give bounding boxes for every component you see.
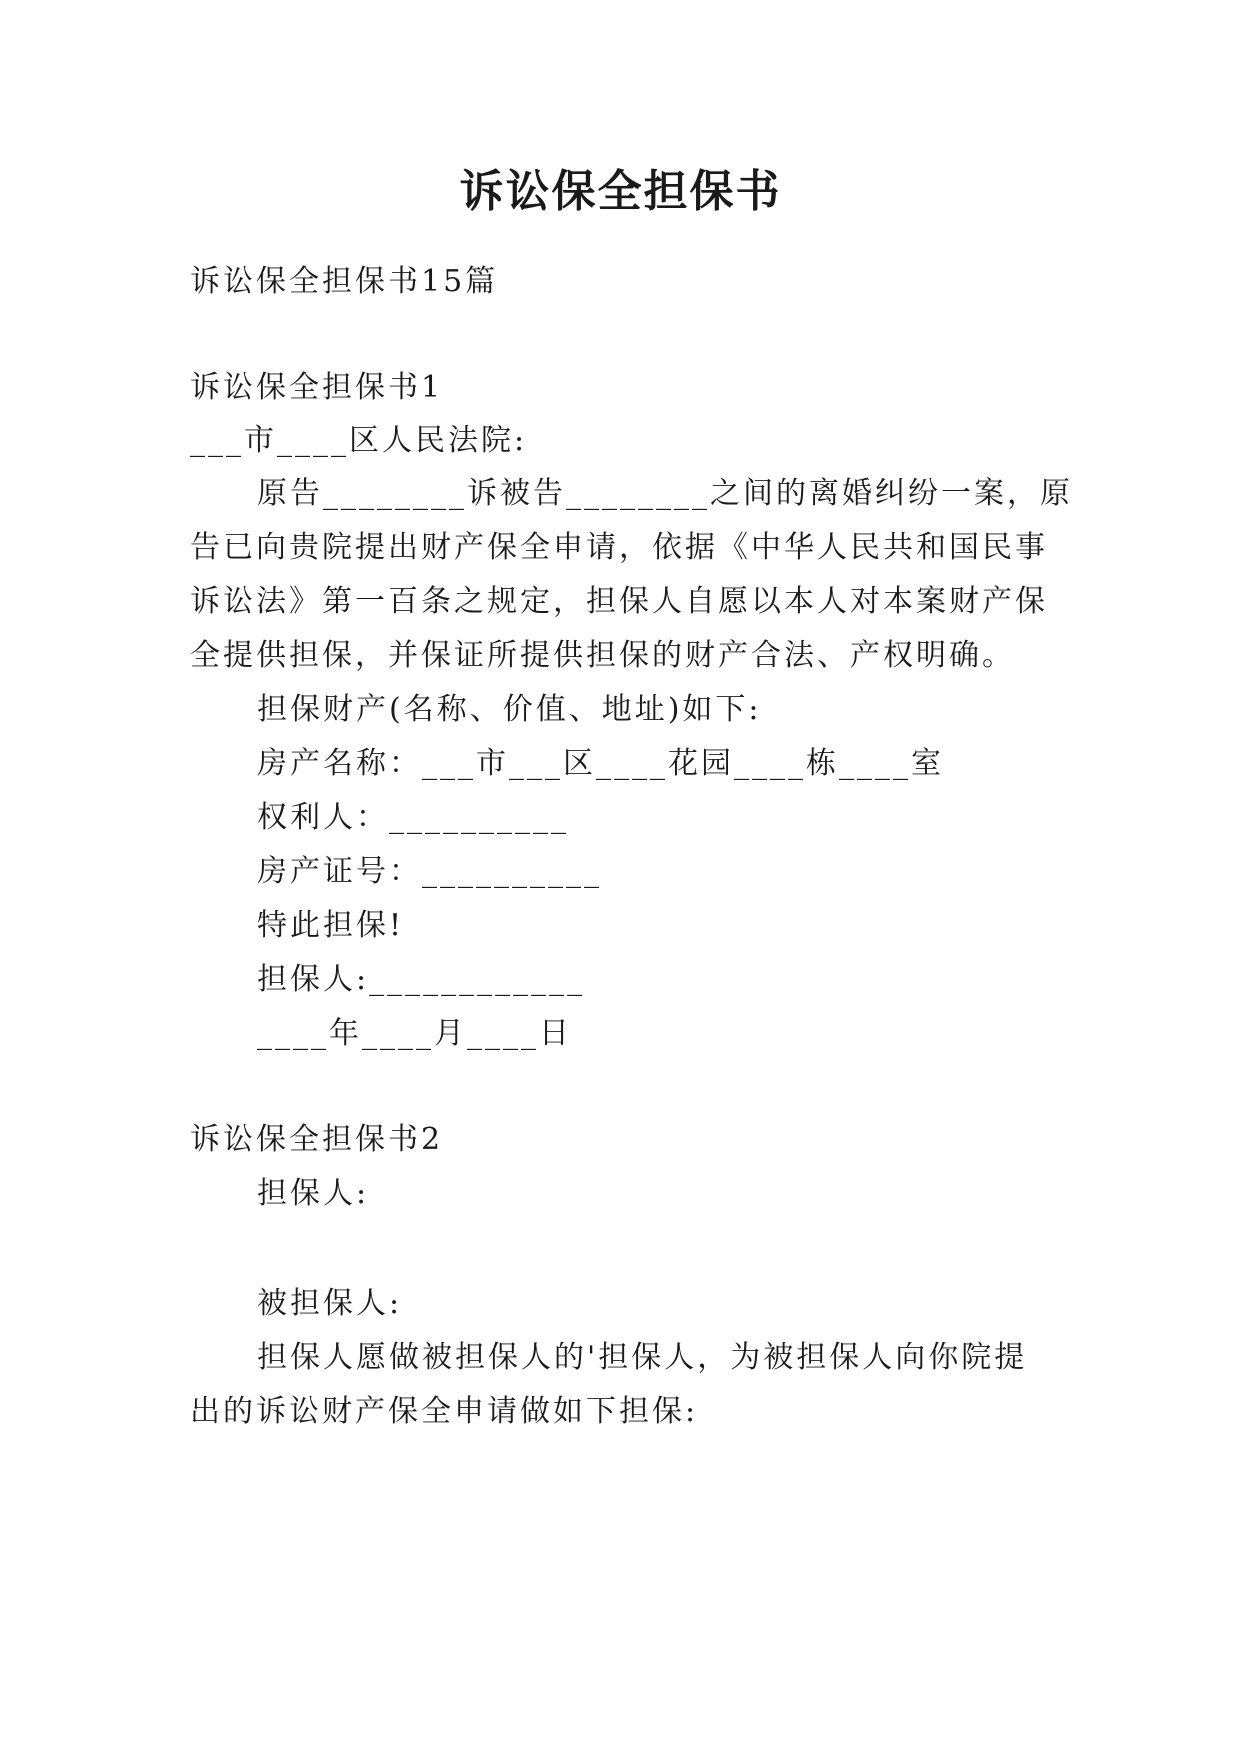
document-title: 诉讼保全担保书 — [459, 166, 782, 217]
court-line: ___市____区人民法院: — [190, 423, 528, 458]
section2-guaranteed-party: 被担保人: — [257, 1286, 403, 1321]
section2-guarantor: 担保人: — [257, 1176, 370, 1211]
cert-number-line: 房产证号：__________ — [257, 854, 602, 889]
section2-para-line-2: 出的诉讼财产保全申请做如下担保: — [190, 1394, 699, 1429]
para1-line-1: 原告________诉被告________之间的离婚纠纷一案，原 — [257, 476, 1073, 511]
closing-line: 特此担保! — [257, 908, 405, 943]
owner-line: 权利人：__________ — [257, 800, 569, 835]
para1-line-2: 告已向贵院提出财产保全申请，依据《中华人民共和国民事 — [190, 530, 1048, 565]
date-line: ____年____月____日 — [257, 1016, 572, 1051]
property-intro: 担保财产(名称、价值、地址)如下: — [257, 692, 762, 727]
document-subtitle: 诉讼保全担保书15篇 — [190, 264, 499, 299]
property-name-line: 房产名称：___市___区____花园____栋____室 — [257, 746, 944, 781]
section2-para-line-1: 担保人愿做被担保人的'担保人，为被担保人向你院提 — [257, 1340, 1028, 1375]
section2-heading: 诉讼保全担保书2 — [190, 1122, 444, 1157]
guarantor-signature-line: 担保人:____________ — [257, 962, 586, 997]
para1-line-4: 全提供担保，并保证所提供担保的财产合法、产权明确。 — [190, 638, 1015, 673]
section1-heading: 诉讼保全担保书1 — [190, 370, 444, 405]
para1-line-3: 诉讼法》第一百条之规定，担保人自愿以本人对本案财产保 — [190, 584, 1048, 619]
